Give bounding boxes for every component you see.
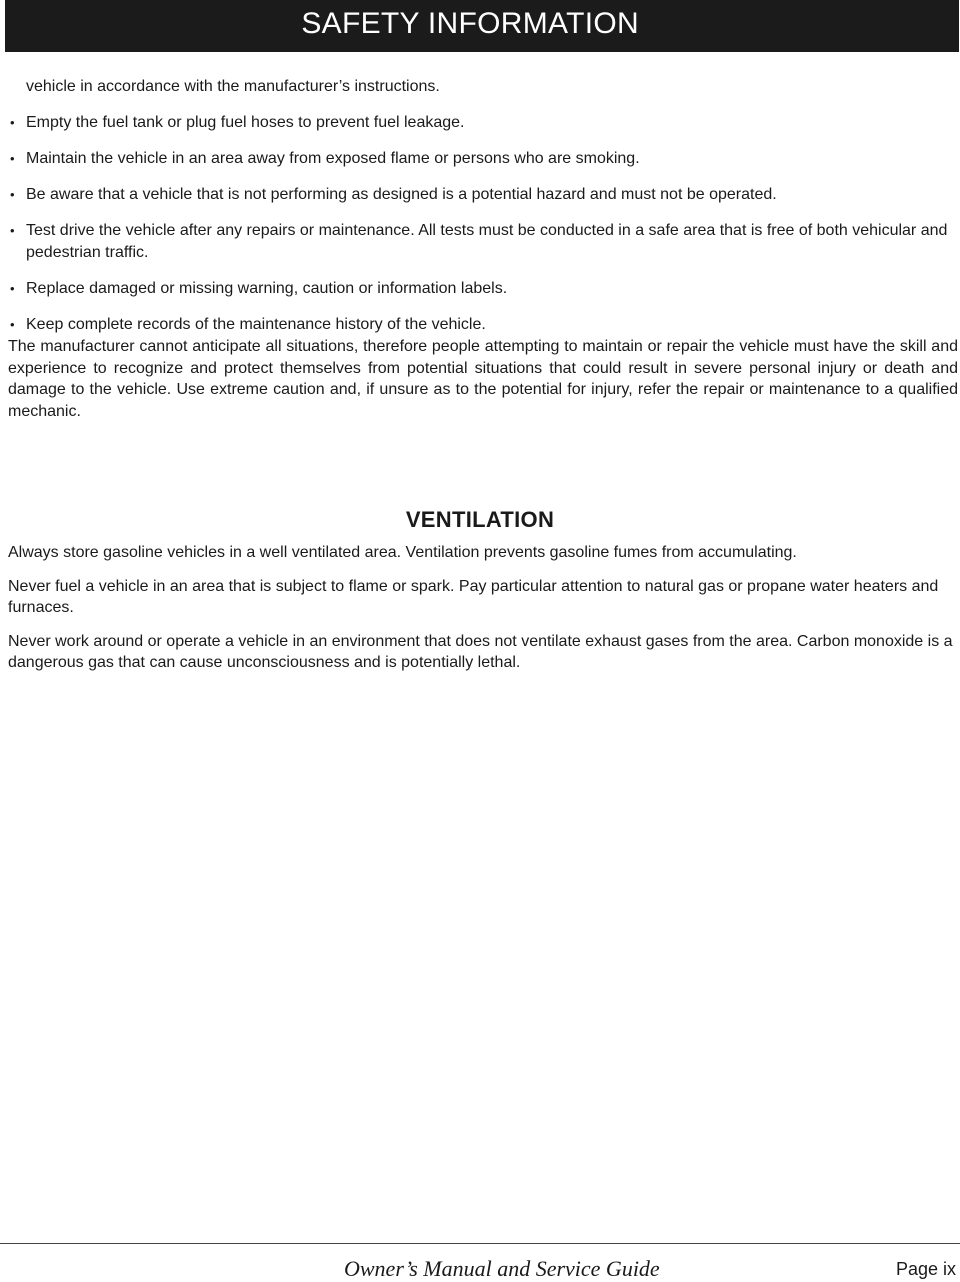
list-item — [8, 314, 958, 336]
page-title-text: SAFETY INFORMATION — [301, 7, 639, 40]
list-item — [8, 278, 958, 300]
ventilation-heading: VENTILATION — [405, 507, 555, 532]
list-item-text: Be aware that a vehicle that is not performing as designed is a potential hazard and must not be operated. — [26, 186, 777, 203]
footer-divider — [0, 1243, 960, 1244]
bullet-icon: • — [10, 223, 15, 238]
bullet-icon: • — [10, 317, 15, 332]
bullet-icon: • — [10, 115, 15, 130]
list-item — [8, 184, 958, 206]
page-number: Page ix — [895, 1259, 956, 1279]
closing-paragraph: The manufacturer cannot anticipate all situations, therefore people attempting to maintain or repair the vehicle must have the skill and experience to recognize and protect themselves from potential situations that could result in severe personal injury or death and damage to the vehicle. Use extreme caution and, if unsure as to the potential for injury, refer the repair or maintenance to a qualified mechanic. — [8, 338, 958, 420]
list-item-text: Empty the fuel tank or plug fuel hoses to prevent fuel leakage. — [26, 114, 465, 131]
safety-content — [8, 76, 958, 422]
list-item — [8, 220, 958, 264]
footer-title: Owner’s Manual and Service Guide — [344, 1256, 660, 1281]
bullet-icon: • — [10, 187, 15, 202]
list-item — [8, 112, 958, 134]
list-item-text: Keep complete records of the maintenance history of the vehicle. — [26, 316, 486, 333]
list-item-text: Maintain the vehicle in an area away from exposed flame or persons who are smoking. — [26, 150, 640, 167]
ventilation-paragraph: Never fuel a vehicle in an area that is subject to flame or spark. Pay particular attention to natural gas or propane water heaters and furnaces. — [8, 577, 939, 616]
ventilation-paragraph: Never work around or operate a vehicle in an environment that does not ventilate exhaust gases from the area. Carbon monoxide is a dangerous gas that can cause unconsciousness and is potentially lethal. — [8, 632, 953, 671]
list-item — [8, 148, 958, 170]
bullet-icon: • — [10, 151, 15, 166]
page-title — [5, 0, 959, 48]
list-item-text: Replace damaged or missing warning, caution or information labels. — [26, 280, 508, 297]
bullet-icon: • — [10, 281, 15, 296]
ventilation-paragraph: Always store gasoline vehicles in a well ventilated area. Ventilation prevents gasoline fumes from accumulating. — [8, 544, 797, 561]
list-item-text: Test drive the vehicle after any repairs or maintenance. All tests must be conducted in a safe area that is free of both vehicular and pedestrian traffic. — [26, 222, 948, 261]
ventilation-section — [8, 542, 956, 686]
continuation-text: vehicle in accordance with the manufacturer’s instructions. — [26, 78, 440, 95]
header-bar — [5, 0, 959, 52]
safety-bullet-list — [8, 112, 958, 336]
